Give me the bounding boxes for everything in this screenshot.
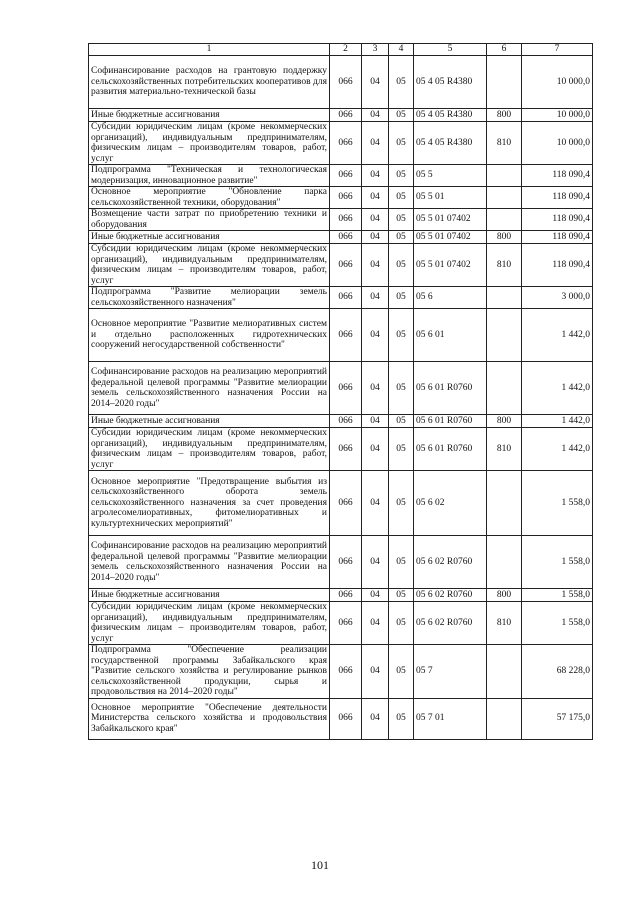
section-code: 04	[362, 589, 389, 602]
target-article-code: 05 6 01 R0760	[414, 428, 487, 471]
amount: 1 442,0	[522, 428, 593, 471]
section-code: 04	[362, 122, 389, 165]
table-row	[89, 287, 593, 309]
target-article-code: 05 7 01	[414, 698, 487, 739]
budget-table-body	[89, 44, 593, 740]
subsection-code: 05	[389, 589, 414, 602]
subsection-code: 05	[389, 415, 414, 428]
chief-admin-code: 066	[330, 471, 362, 536]
subsection-code: 05	[389, 231, 414, 244]
subsection-code: 05	[389, 602, 414, 645]
section-code: 04	[362, 187, 389, 209]
amount: 10 000,0	[522, 56, 593, 109]
header-cell: 6	[487, 44, 522, 56]
table-row	[89, 471, 593, 536]
target-article-code: 05 6 02 R0760	[414, 589, 487, 602]
target-article-code: 05 6 02	[414, 471, 487, 536]
expense-type-code: 810	[487, 602, 522, 645]
row-name: Субсидии юридическим лицам (кроме некоммерческих организаций), индивидуальным предпринимателям, физическим лицам – производителям товаров, работ, услуг	[89, 428, 330, 471]
table-row	[89, 244, 593, 287]
row-name: Подпрограмма "Развитие мелиорации земель сельскохозяйственного назначения"	[89, 287, 330, 309]
row-name: Основное мероприятие "Обеспечение деятельности Министерства сельского хозяйства и продовольствия Забайкальского края"	[89, 698, 330, 739]
target-article-code: 05 6 02 R0760	[414, 536, 487, 589]
amount: 1 558,0	[522, 589, 593, 602]
table-row	[89, 165, 593, 187]
amount: 118 090,4	[522, 244, 593, 287]
header-cell: 2	[330, 44, 362, 56]
amount: 3 000,0	[522, 287, 593, 309]
row-name: Основное мероприятие "Обновление парка сельскохозяйственной техники, оборудования"	[89, 187, 330, 209]
target-article-code: 05 4 05 R4380	[414, 109, 487, 122]
table-row	[89, 56, 593, 109]
amount: 118 090,4	[522, 231, 593, 244]
chief-admin-code: 066	[330, 287, 362, 309]
table-row	[89, 428, 593, 471]
header-cell: 7	[522, 44, 593, 56]
row-name: Иные бюджетные ассигнования	[89, 231, 330, 244]
target-article-code: 05 4 05 R4380	[414, 56, 487, 109]
row-name: Основное мероприятие "Предотвращение выбытия из сельскохозяйственного оборота земель сельскохозяйственного назначения за счет проведения агролесомелиоративных, фитомелиоративных и культуртехнических мероприятий"	[89, 471, 330, 536]
amount: 118 090,4	[522, 165, 593, 187]
chief-admin-code: 066	[330, 698, 362, 739]
chief-admin-code: 066	[330, 231, 362, 244]
row-name: Иные бюджетные ассигнования	[89, 109, 330, 122]
chief-admin-code: 066	[330, 645, 362, 699]
chief-admin-code: 066	[330, 244, 362, 287]
amount: 1 558,0	[522, 536, 593, 589]
section-code: 04	[362, 309, 389, 362]
row-name: Субсидии юридическим лицам (кроме некоммерческих организаций), индивидуальным предпринимателям, физическим лицам – производителям товаров, работ, услуг	[89, 602, 330, 645]
expense-type-code	[487, 56, 522, 109]
amount: 10 000,0	[522, 109, 593, 122]
expense-type-code	[487, 645, 522, 699]
target-article-code: 05 6 01 R0760	[414, 415, 487, 428]
amount: 1 558,0	[522, 602, 593, 645]
table-row	[89, 698, 593, 739]
section-code: 04	[362, 536, 389, 589]
row-name: Субсидии юридическим лицам (кроме некоммерческих организаций), индивидуальным предпринимателям, физическим лицам – производителям товаров, работ, услуг	[89, 244, 330, 287]
chief-admin-code: 066	[330, 56, 362, 109]
amount: 1 558,0	[522, 471, 593, 536]
row-name: Возмещение части затрат по приобретению техники и оборудования	[89, 209, 330, 231]
budget-table	[88, 43, 593, 740]
expense-type-code	[487, 287, 522, 309]
section-code: 04	[362, 231, 389, 244]
expense-type-code: 800	[487, 231, 522, 244]
subsection-code: 05	[389, 536, 414, 589]
table-row	[89, 209, 593, 231]
expense-type-code	[487, 165, 522, 187]
subsection-code: 05	[389, 109, 414, 122]
section-code: 04	[362, 698, 389, 739]
chief-admin-code: 066	[330, 109, 362, 122]
chief-admin-code: 066	[330, 428, 362, 471]
section-code: 04	[362, 471, 389, 536]
subsection-code: 05	[389, 645, 414, 699]
amount: 10 000,0	[522, 122, 593, 165]
subsection-code: 05	[389, 209, 414, 231]
chief-admin-code: 066	[330, 165, 362, 187]
header-cell: 1	[89, 44, 330, 56]
subsection-code: 05	[389, 428, 414, 471]
target-article-code: 05 6	[414, 287, 487, 309]
chief-admin-code: 066	[330, 309, 362, 362]
section-code: 04	[362, 287, 389, 309]
subsection-code: 05	[389, 362, 414, 415]
expense-type-code: 800	[487, 589, 522, 602]
header-cell: 4	[389, 44, 414, 56]
subsection-code: 05	[389, 187, 414, 209]
subsection-code: 05	[389, 56, 414, 109]
amount: 57 175,0	[522, 698, 593, 739]
header-cell: 3	[362, 44, 389, 56]
section-code: 04	[362, 645, 389, 699]
expense-type-code	[487, 471, 522, 536]
subsection-code: 05	[389, 244, 414, 287]
amount: 1 442,0	[522, 309, 593, 362]
target-article-code: 05 5 01	[414, 187, 487, 209]
target-article-code: 05 4 05 R4380	[414, 122, 487, 165]
chief-admin-code: 066	[330, 415, 362, 428]
table-row	[89, 187, 593, 209]
target-article-code: 05 6 01	[414, 309, 487, 362]
target-article-code: 05 5	[414, 165, 487, 187]
row-name: Софинансирование расходов на грантовую поддержку сельскохозяйственных потребительских кооперативов для развития материально-технической базы	[89, 56, 330, 109]
expense-type-code	[487, 536, 522, 589]
chief-admin-code: 066	[330, 362, 362, 415]
expense-type-code	[487, 209, 522, 231]
table-row	[89, 309, 593, 362]
row-name: Основное мероприятие "Развитие мелиоративных систем и отдельно расположенных гидротехнических сооружений негосударственной собственности"	[89, 309, 330, 362]
row-name: Иные бюджетные ассигнования	[89, 415, 330, 428]
chief-admin-code: 066	[330, 209, 362, 231]
table-row	[89, 645, 593, 699]
amount: 1 442,0	[522, 415, 593, 428]
table-row	[89, 231, 593, 244]
amount: 1 442,0	[522, 362, 593, 415]
row-name: Софинансирование расходов на реализацию мероприятий федеральной целевой программы "Развитие мелиорации земель сельскохозяйственного назначения России на 2014–2020 годы"	[89, 536, 330, 589]
expense-type-code	[487, 309, 522, 362]
section-code: 04	[362, 428, 389, 471]
section-code: 04	[362, 362, 389, 415]
page-number: 101	[311, 858, 329, 872]
table-row	[89, 122, 593, 165]
header-row	[89, 44, 593, 56]
row-name: Подпрограмма "Техническая и технологическая модернизация, инновационное развитие"	[89, 165, 330, 187]
expense-type-code: 810	[487, 428, 522, 471]
subsection-code: 05	[389, 165, 414, 187]
table-row	[89, 109, 593, 122]
section-code: 04	[362, 602, 389, 645]
chief-admin-code: 066	[330, 122, 362, 165]
table-row	[89, 589, 593, 602]
row-name: Подпрограмма "Обеспечение реализации государственной программы Забайкальского края "Развитие сельского хозяйства и регулирование рынков сельскохозяйственной продукции, сырья и продовольствия на 2014–2020 годы"	[89, 645, 330, 699]
target-article-code: 05 7	[414, 645, 487, 699]
row-name: Субсидии юридическим лицам (кроме некоммерческих организаций), индивидуальным предпринимателям, физическим лицам – производителям товаров, работ, услуг	[89, 122, 330, 165]
expense-type-code	[487, 698, 522, 739]
amount: 118 090,4	[522, 187, 593, 209]
section-code: 04	[362, 109, 389, 122]
chief-admin-code: 066	[330, 187, 362, 209]
target-article-code: 05 6 02 R0760	[414, 602, 487, 645]
target-article-code: 05 5 01 07402	[414, 209, 487, 231]
chief-admin-code: 066	[330, 589, 362, 602]
section-code: 04	[362, 244, 389, 287]
expense-type-code: 810	[487, 122, 522, 165]
amount: 68 228,0	[522, 645, 593, 699]
section-code: 04	[362, 209, 389, 231]
section-code: 04	[362, 165, 389, 187]
subsection-code: 05	[389, 287, 414, 309]
section-code: 04	[362, 56, 389, 109]
expense-type-code: 800	[487, 109, 522, 122]
table-row	[89, 415, 593, 428]
chief-admin-code: 066	[330, 536, 362, 589]
table-row	[89, 536, 593, 589]
target-article-code: 05 5 01 07402	[414, 231, 487, 244]
table-row	[89, 362, 593, 415]
section-code: 04	[362, 415, 389, 428]
amount: 118 090,4	[522, 209, 593, 231]
row-name: Иные бюджетные ассигнования	[89, 589, 330, 602]
subsection-code: 05	[389, 122, 414, 165]
subsection-code: 05	[389, 309, 414, 362]
target-article-code: 05 6 01 R0760	[414, 362, 487, 415]
table-row	[89, 602, 593, 645]
row-name: Софинансирование расходов на реализацию мероприятий федеральной целевой программы "Развитие мелиорации земель сельскохозяйственного назначения России на 2014–2020 годы"	[89, 362, 330, 415]
subsection-code: 05	[389, 471, 414, 536]
chief-admin-code: 066	[330, 602, 362, 645]
expense-type-code	[487, 362, 522, 415]
expense-type-code: 800	[487, 415, 522, 428]
expense-type-code: 810	[487, 244, 522, 287]
expense-type-code	[487, 187, 522, 209]
target-article-code: 05 5 01 07402	[414, 244, 487, 287]
subsection-code: 05	[389, 698, 414, 739]
header-cell: 5	[414, 44, 487, 56]
